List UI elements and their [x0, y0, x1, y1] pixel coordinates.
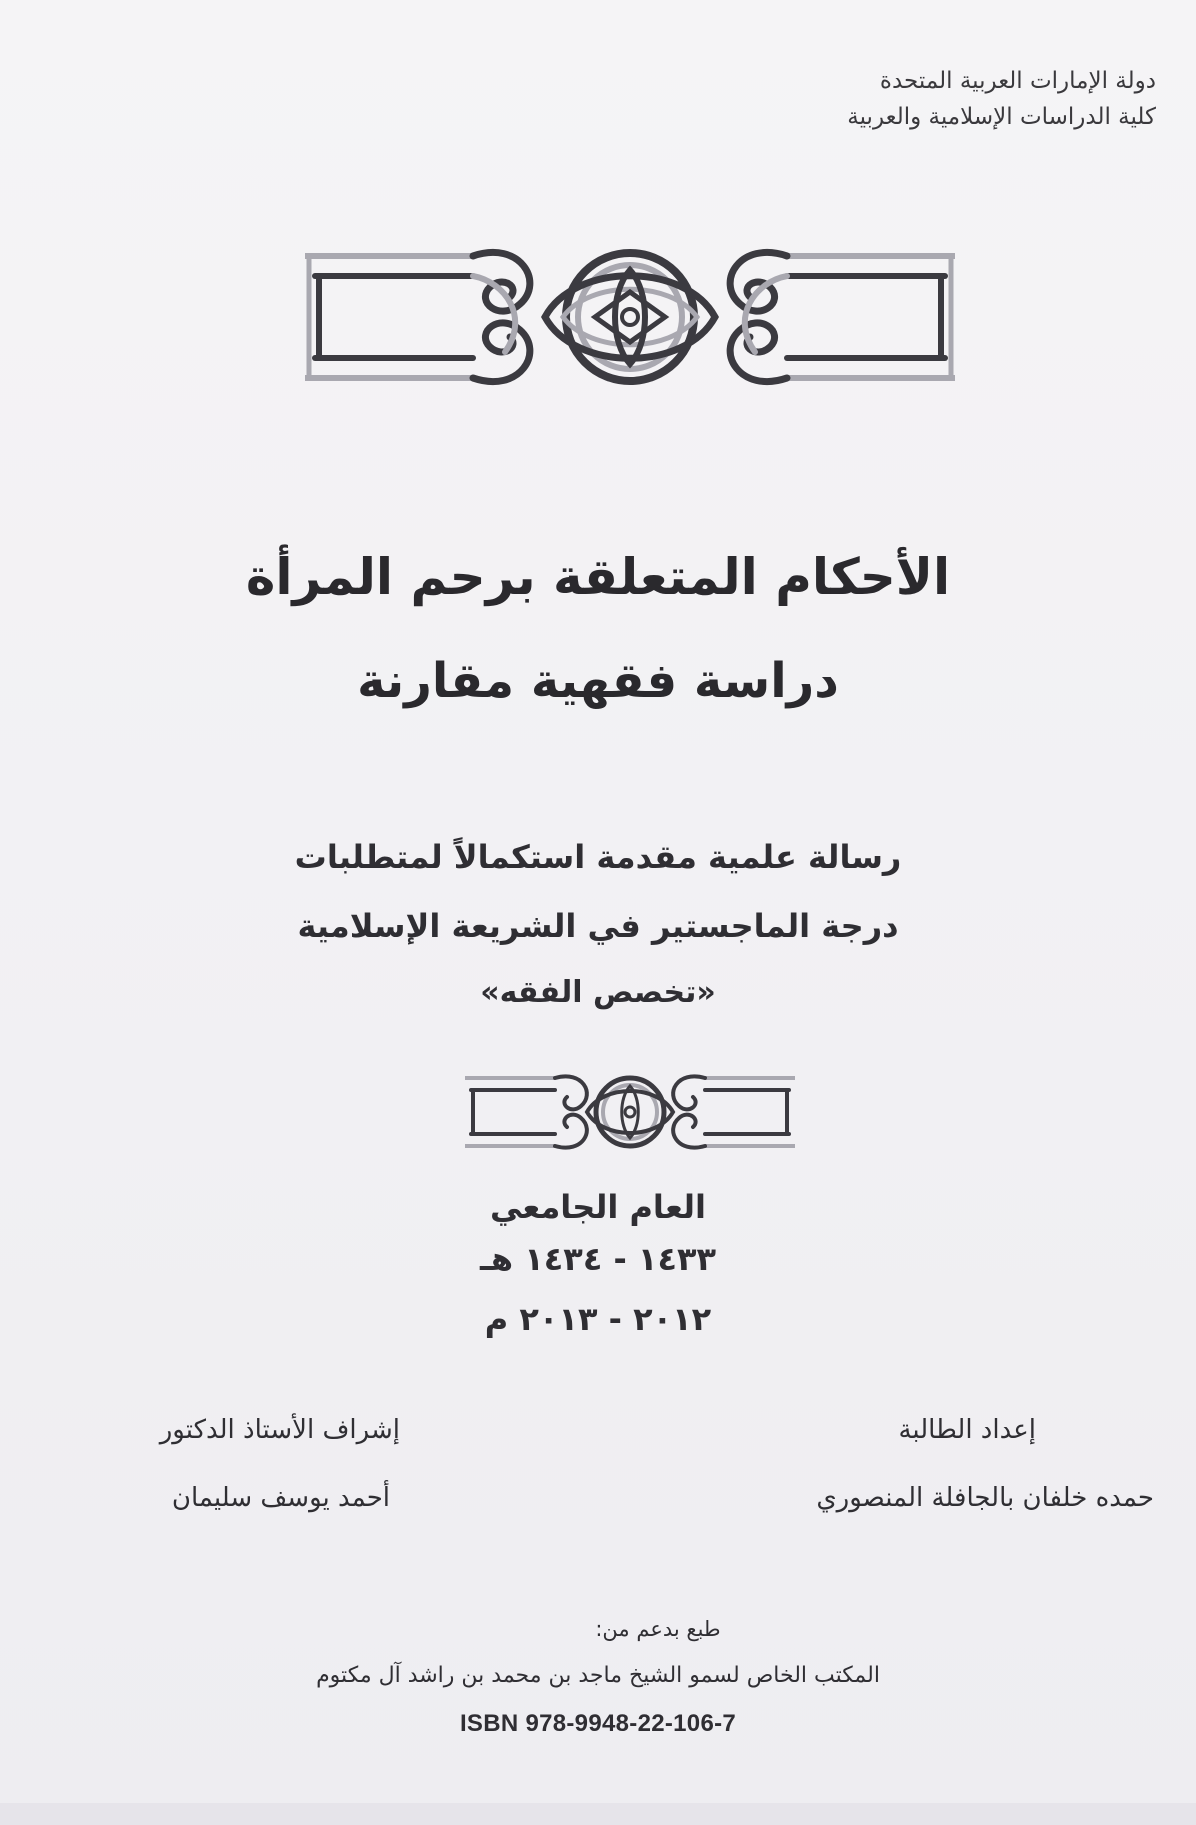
isbn-number: ISBN 978-9948-22-106-7	[459, 1710, 737, 1737]
thesis-specialization: «تخصص الفقه»	[480, 975, 716, 1010]
thesis-line-2: درجة الماجستير في الشريعة الإسلامية	[297, 907, 899, 945]
supervisor-name: أحمد يوسف سليمان	[171, 1483, 390, 1513]
book-title: الأحكام المتعلقة برحم المرأة	[245, 548, 951, 606]
middle-ornament-icon	[465, 1072, 795, 1152]
author-name: حمده خلفان بالجافلة المنصوري	[816, 1483, 1154, 1513]
academic-year-label: العام الجامعي	[490, 1188, 706, 1226]
sponsor-office: المكتب الخاص لسمو الشيخ ماجد بن محمد بن راشد آل مكتوم	[316, 1663, 880, 1688]
book-subtitle: دراسة فقهية مقارنة	[357, 653, 839, 709]
thesis-line-1: رسالة علمية مقدمة استكمالاً لمتطلبات	[294, 838, 902, 876]
author-label: إعداد الطالبة	[898, 1415, 1036, 1445]
institution-college: كلية الدراسات الإسلامية والعربية	[847, 104, 1156, 130]
institution-country: دولة الإمارات العربية المتحدة	[879, 68, 1156, 94]
supervisor-label: إشراف الأستاذ الدكتور	[159, 1415, 400, 1445]
academic-year-hijri: ١٤٣٣ - ١٤٣٤ هـ	[479, 1240, 717, 1278]
top-ornament-icon	[305, 242, 955, 392]
page-bottom-edge	[0, 1803, 1196, 1825]
printed-with-support-label: طبع بدعم من:	[595, 1617, 721, 1641]
academic-year-gregorian: ٢٠١٢ - ٢٠١٣ م	[484, 1300, 712, 1338]
